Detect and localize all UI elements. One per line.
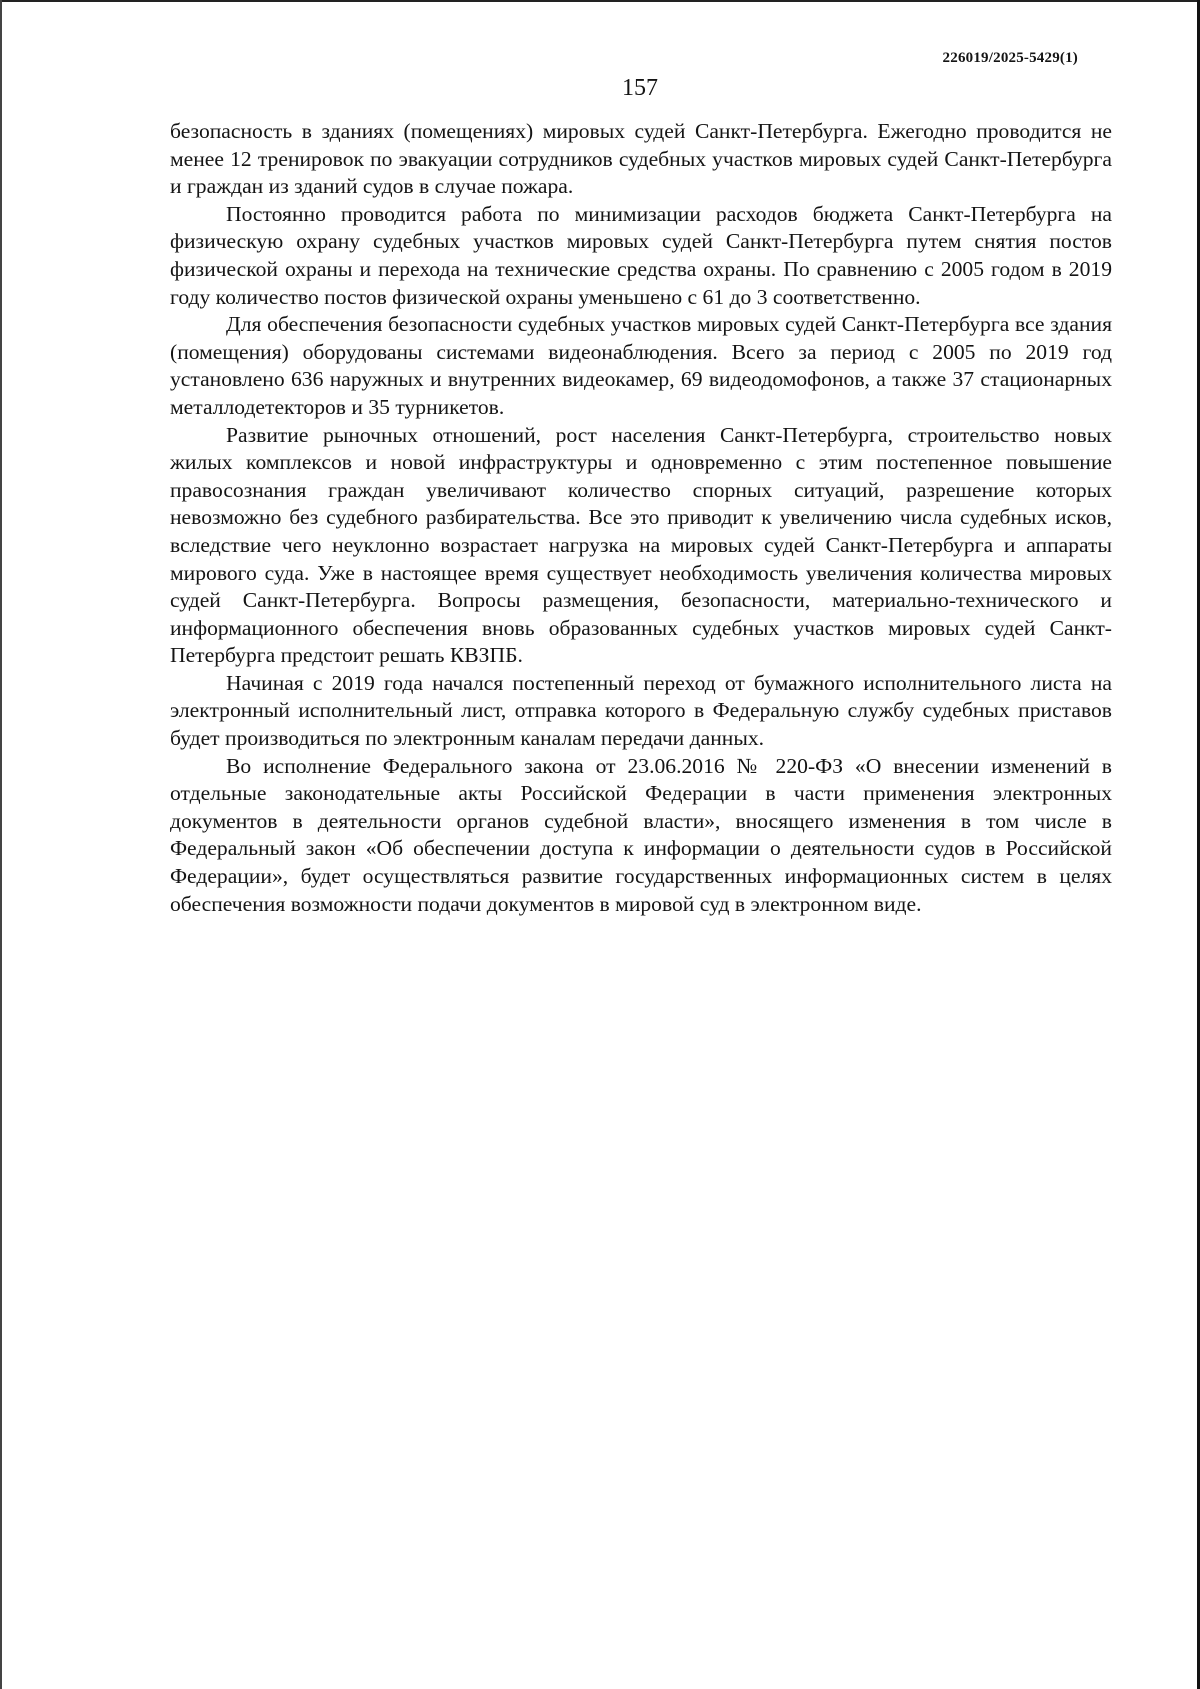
- scan-edge-top: [0, 0, 1200, 2]
- document-id: 226019/2025-5429(1): [942, 50, 1078, 66]
- paragraph-federal-law: Во исполнение Федерального закона от 23.06.2016 № 220-ФЗ «О внесении изменений в отдельные законодательные акты Российской Федерации в части применения электронных документов в деятельности органов судебной власти», вносящего изменения в том числе в Федеральный закон «Об обеспечении доступа к информации о деятельности судов в Российской Федерации», будет осуществляться развитие государственных информационных систем в целях обеспечения возможности подачи документов в мировой суд в электронном виде.: [170, 753, 1112, 916]
- paragraph-guard-costs: Постоянно проводится работа по минимизации расходов бюджета Санкт-Петербурга на физическую охрану судебных участков мировых судей Санкт-Петербурга путем снятия постов физической охраны и перехода на технические средства охраны. По сравнению с 2005 годом в 2019 году количество постов физической охраны уменьшено с 61 до 3 соответственно.: [170, 201, 1112, 309]
- scan-edge-left: [0, 0, 2, 1689]
- paragraph-electronic-writ: Начиная с 2019 года начался постепенный переход от бумажного исполнительного листа на электронный исполнительный лист, отправка которого в Федеральную службу судебных приставов будет производиться по электронным каналам передачи данных.: [170, 670, 1112, 751]
- document-body: [170, 118, 1112, 918]
- paragraph-video-surveillance: Для обеспечения безопасности судебных участков мировых судей Санкт-Петербурга все здания (помещения) оборудованы системами видеонаблюдения. Всего за период с 2005 по 2019 год установлено 636 наружных и внутренних видеокамер, 69 видеодомофонов, а также 37 стационарных металлодетекторов и 35 турникетов.: [170, 312, 1112, 419]
- paragraph-continued: безопасность в зданиях (помещениях) мировых судей Санкт-Петербурга. Ежегодно проводится не менее 12 тренировок по эвакуации сотрудников судебных участков мировых судей Санкт-Петербурга и граждан из зданий судов в случае пожара.: [170, 119, 1112, 199]
- page-number: 157: [622, 75, 658, 101]
- paragraph-workload: Развитие рыночных отношений, рост населения Санкт-Петербурга, строительство новых жилых комплексов и новой инфраструктуры и одновременно с этим постепенное повышение правосознания граждан увеличивают количество спорных ситуаций, разрешение которых невозможно без судебного разбирательства. Все это приводит к увеличению числа судебных исков, вследствие чего неуклонно возрастает нагрузка на мировых судей Санкт-Петербурга и аппараты мирового суда. Уже в настоящее время существует необходимость увеличения количества мировых судей Санкт-Петербурга. Вопросы размещения, безопасности, материально-технического и информационного обеспечения вновь образованных судебных участков мировых судей Санкт-Петербурга предстоит решать КВЗПБ.: [170, 422, 1112, 668]
